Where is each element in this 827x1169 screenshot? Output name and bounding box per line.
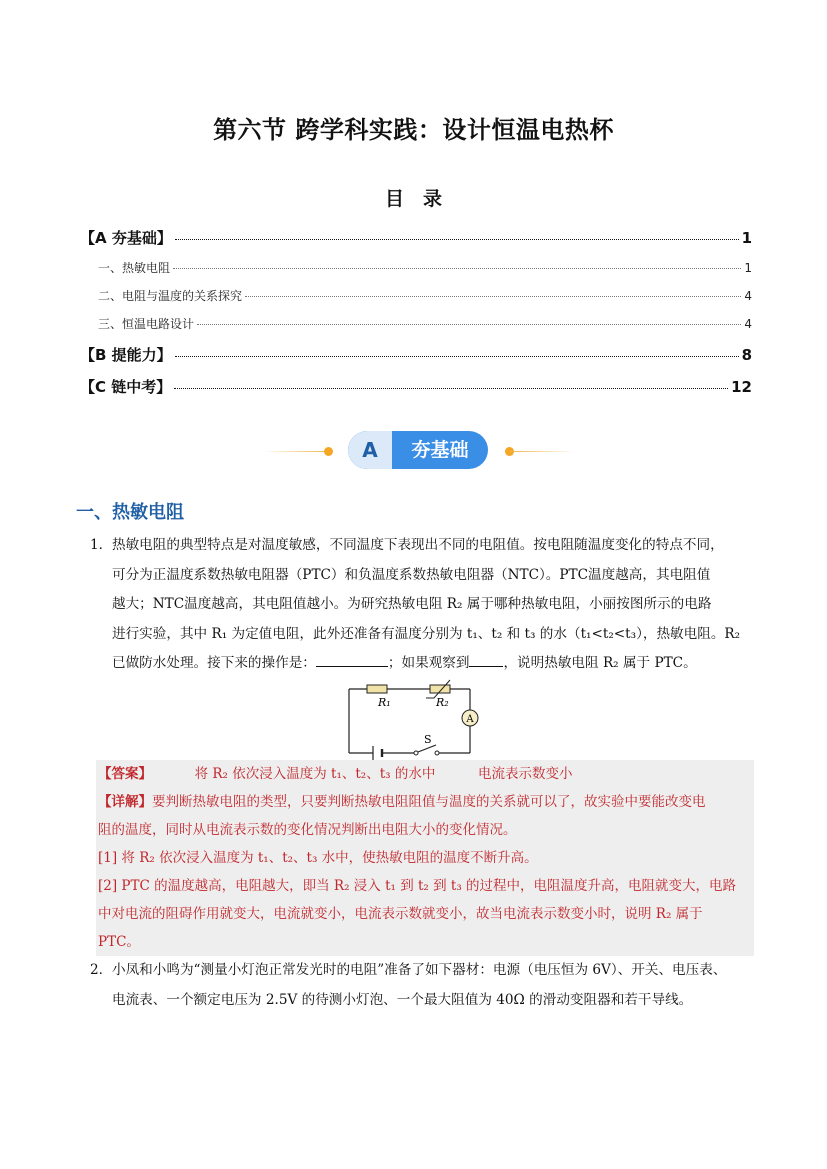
toc-item-resistance-temp[interactable] (98, 287, 752, 304)
q2-number: 2． (90, 962, 113, 978)
toc-item-page: 1 (744, 261, 752, 275)
answer-part-1: 将 R₂ 依次浸入温度为 t₁、t₂、t₃ 的水中 (194, 766, 436, 782)
toc-heading: 目 录 (384, 188, 442, 210)
q1-text: 已做防水处理。接下来的操作是： (112, 655, 316, 671)
toc-leader (197, 324, 741, 325)
detail-tag: 【详解】 (98, 794, 152, 810)
q2-text: 小凤和小鸣为“测量小灯泡正常发光时的电阻”准备了如下器材：电源（电压恒为 6V）、开关、电压表、 (112, 962, 727, 978)
banner-text: 夯基础 (411, 439, 469, 461)
banner-line-right (510, 451, 574, 452)
banner-line-left (264, 451, 328, 452)
toc-leader (174, 388, 728, 389)
toc-item-b[interactable] (80, 344, 752, 365)
banner-letter: A (348, 431, 392, 469)
answer-box (96, 760, 754, 956)
answer-line (98, 760, 750, 788)
ammeter-label: A (466, 714, 474, 725)
toc-item-a[interactable] (80, 227, 752, 248)
toc-item-label: 三、恒温电路设计 (98, 317, 195, 331)
toc-leader (173, 268, 741, 269)
switch-lever (418, 745, 436, 752)
toc-item-page: 12 (731, 378, 752, 396)
switch-contact (414, 751, 418, 755)
toc-item-thermistor[interactable] (98, 259, 752, 276)
toc-item-label: 二、电阻与温度的关系探究 (98, 289, 243, 303)
toc-item-page: 4 (744, 317, 752, 331)
banner-dot-left (324, 447, 333, 456)
toc-item-label: 【B 提能力】 (80, 346, 172, 364)
toc-leader (175, 356, 739, 357)
q1-text: ，说明热敏电阻 R₂ 属于 PTC。 (503, 655, 697, 671)
toc-item-circuit-design[interactable] (98, 315, 752, 332)
answer-part-2: 电流表示数变小 (477, 766, 573, 782)
q2-line (90, 956, 754, 986)
detail-line: 中对电流的阻碍作用就变大，电流就变小，电流表示数就变小，故当电流表示数变小时，说明 R₂ 属于 (98, 906, 703, 922)
q1-number: 1． (90, 537, 113, 553)
toc-item-label: 【C 链中考】 (80, 378, 172, 396)
detail-line: 阻的温度，同时从电流表示数的变化情况判断出电阻大小的变化情况。 (98, 822, 517, 838)
q2-line: 电流表、一个额定电压为 2.5V 的待测小灯泡、一个最大阻值为 40Ω 的滑动变阻器和若干导线。 (112, 991, 693, 1008)
section-heading: 一、热敏电阻 (76, 502, 184, 523)
toc-leader (175, 239, 739, 240)
section-banner (264, 431, 574, 471)
answer-blank-2[interactable] (469, 654, 503, 667)
switch-contact (435, 751, 439, 755)
banner-pill (348, 431, 488, 469)
resistor-r1 (367, 685, 387, 693)
q1-text: ；如果观察到 (387, 655, 470, 671)
r2-label: R₂ (436, 696, 449, 709)
q1-line: 进行实验，其中 R₁ 为定值电阻，此外还准备有温度分别为 t₁、t₂ 和 t₃ 的水（t₁<t₂<t₃），热敏电阻。R₂ (112, 625, 741, 642)
q1-line (90, 531, 754, 561)
toc-item-c[interactable] (80, 376, 752, 397)
q1-text: 热敏电阻的典型特点是对温度敏感，不同温度下表现出不同的电阻值。按电阻随温度变化的特点不同， (112, 537, 724, 553)
detail-line: PTC。 (98, 934, 140, 950)
question-2 (90, 956, 754, 1015)
q1-line: 越大；NTC温度越高，其电阻值越小。为研究热敏电阻 R₂ 属于哪种热敏电阻，小丽按图所示的电路 (112, 596, 712, 612)
q1-line (90, 649, 754, 679)
toc-item-page: 8 (741, 346, 752, 364)
toc-item-page: 4 (744, 289, 752, 303)
q1-line: 可分为正温度系数热敏电阻器（PTC）和负温度系数热敏电阻器（NTC）。PTC温度越高，其电阻值 (112, 566, 711, 583)
detail-line: [2] PTC 的温度越高，电阻越大，即当 R₂ 浸入 t₁ 到 t₂ 到 t₃ 的过程中，电阻温度升高，电阻就变大，电路 (98, 878, 737, 894)
toc-item-label: 【A 夯基础】 (80, 229, 172, 247)
toc-item-label: 一、热敏电阻 (98, 261, 171, 275)
r1-label: R₁ (378, 696, 391, 709)
detail-line: [1] 将 R₂ 依次浸入温度为 t₁、t₂、t₃ 水中，使热敏电阻的温度不断升高。 (98, 850, 538, 866)
toc-leader (245, 296, 741, 297)
detail-text: 要判断热敏电阻的类型，只要判断热敏电阻阻值与温度的关系就可以了，故实验中要能改变电 (152, 794, 706, 810)
circuit-diagram (340, 676, 485, 760)
answer-blank-1[interactable] (316, 654, 388, 667)
page-title: 第六节 跨学科实践：设计恒温电热杯 (213, 116, 614, 144)
answer-tag: 【答案】 (98, 766, 152, 782)
toc-item-page: 1 (741, 229, 752, 247)
switch-label: S (424, 733, 432, 746)
detail-line (98, 788, 750, 816)
question-1 (90, 531, 754, 679)
